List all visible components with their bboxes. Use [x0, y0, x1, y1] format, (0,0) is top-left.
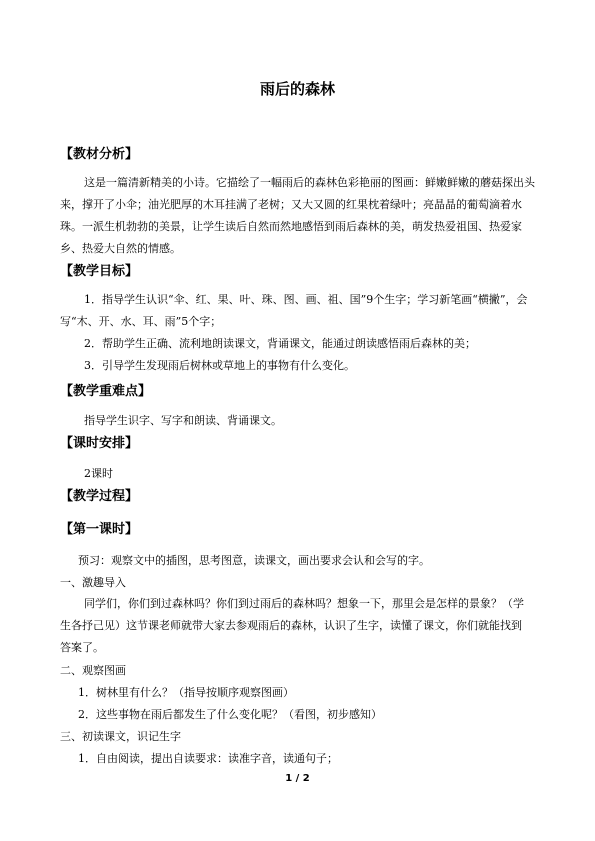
heading-analysis: 【教材分析】 [60, 147, 139, 162]
part1-title: 一、激趣导入 [60, 576, 126, 589]
part1-text: 同学们，你们到过森林吗？你们到过雨后的森林吗？想象一下，那里会是怎样的景象？（学生各抒己见）这节课老师就带大家去参观雨后的森林，认识了生字，读懂了课文，你们就能找到答案了。 [60, 597, 524, 654]
keypoints-text: 指导学生识字、写字和朗读、背诵课文。 [84, 414, 282, 427]
goal-item-3: 3．引导学生发现雨后树林或草地上的事物有什么变化。 [84, 359, 355, 372]
heading-schedule: 【课时安排】 [60, 436, 139, 451]
part2-title: 二、观察图画 [60, 664, 126, 677]
part3-item-1: 1．自由阅读，提出自读要求：读准字音，读通句子； [78, 752, 338, 765]
heading-process: 【教学过程】 [60, 489, 139, 504]
goal-item-2: 2．帮助学生正确、流利地朗读课文，背诵课文，能通过朗读感悟雨后森林的美； [84, 337, 476, 350]
schedule-text: 2课时 [84, 467, 113, 480]
part2-item-1: 1．树林里有什么？（指导按顺序观察图画） [78, 686, 294, 699]
goal-item-1: 1．指导学生认识“伞、红、果、叶、珠、图、画、祖、国”9个生字；学习新笔画“横撇”，会写“木、开、水、耳、雨”5个字； [60, 293, 528, 328]
page-number: 1 / 2 [285, 773, 310, 784]
heading-goals: 【教学目标】 [60, 264, 139, 279]
heading-lesson1: 【第一课时】 [60, 522, 139, 537]
lesson1-preview: 预习：观察文中的插图，思考图意，读课文，画出要求会认和会写的字。 [78, 554, 430, 567]
analysis-paragraph: 这是一篇清新精美的小诗。它描绘了一幅雨后的森林色彩艳丽的图画：鲜嫩鲜嫩的蘑菇探出头来，撑开了小伞；油光肥厚的木耳挂满了老树；又大又圆的红果枕着绿叶；亮晶晶的葡萄滴着水珠。一派生机勃勃的美景，让学生读后自然而然地感悟到雨后森林的美，萌发热爱祖国、热爱家乡、热爱大自然的情感。 [60, 176, 535, 255]
part3-title: 三、初读课文，识记生字 [60, 730, 181, 743]
part2-item-2: 2．这些事物在雨后都发生了什么变化呢？（看图，初步感知） [78, 708, 382, 721]
document-title: 雨后的森林 [259, 80, 335, 98]
heading-keypoints: 【教学重难点】 [60, 384, 152, 399]
